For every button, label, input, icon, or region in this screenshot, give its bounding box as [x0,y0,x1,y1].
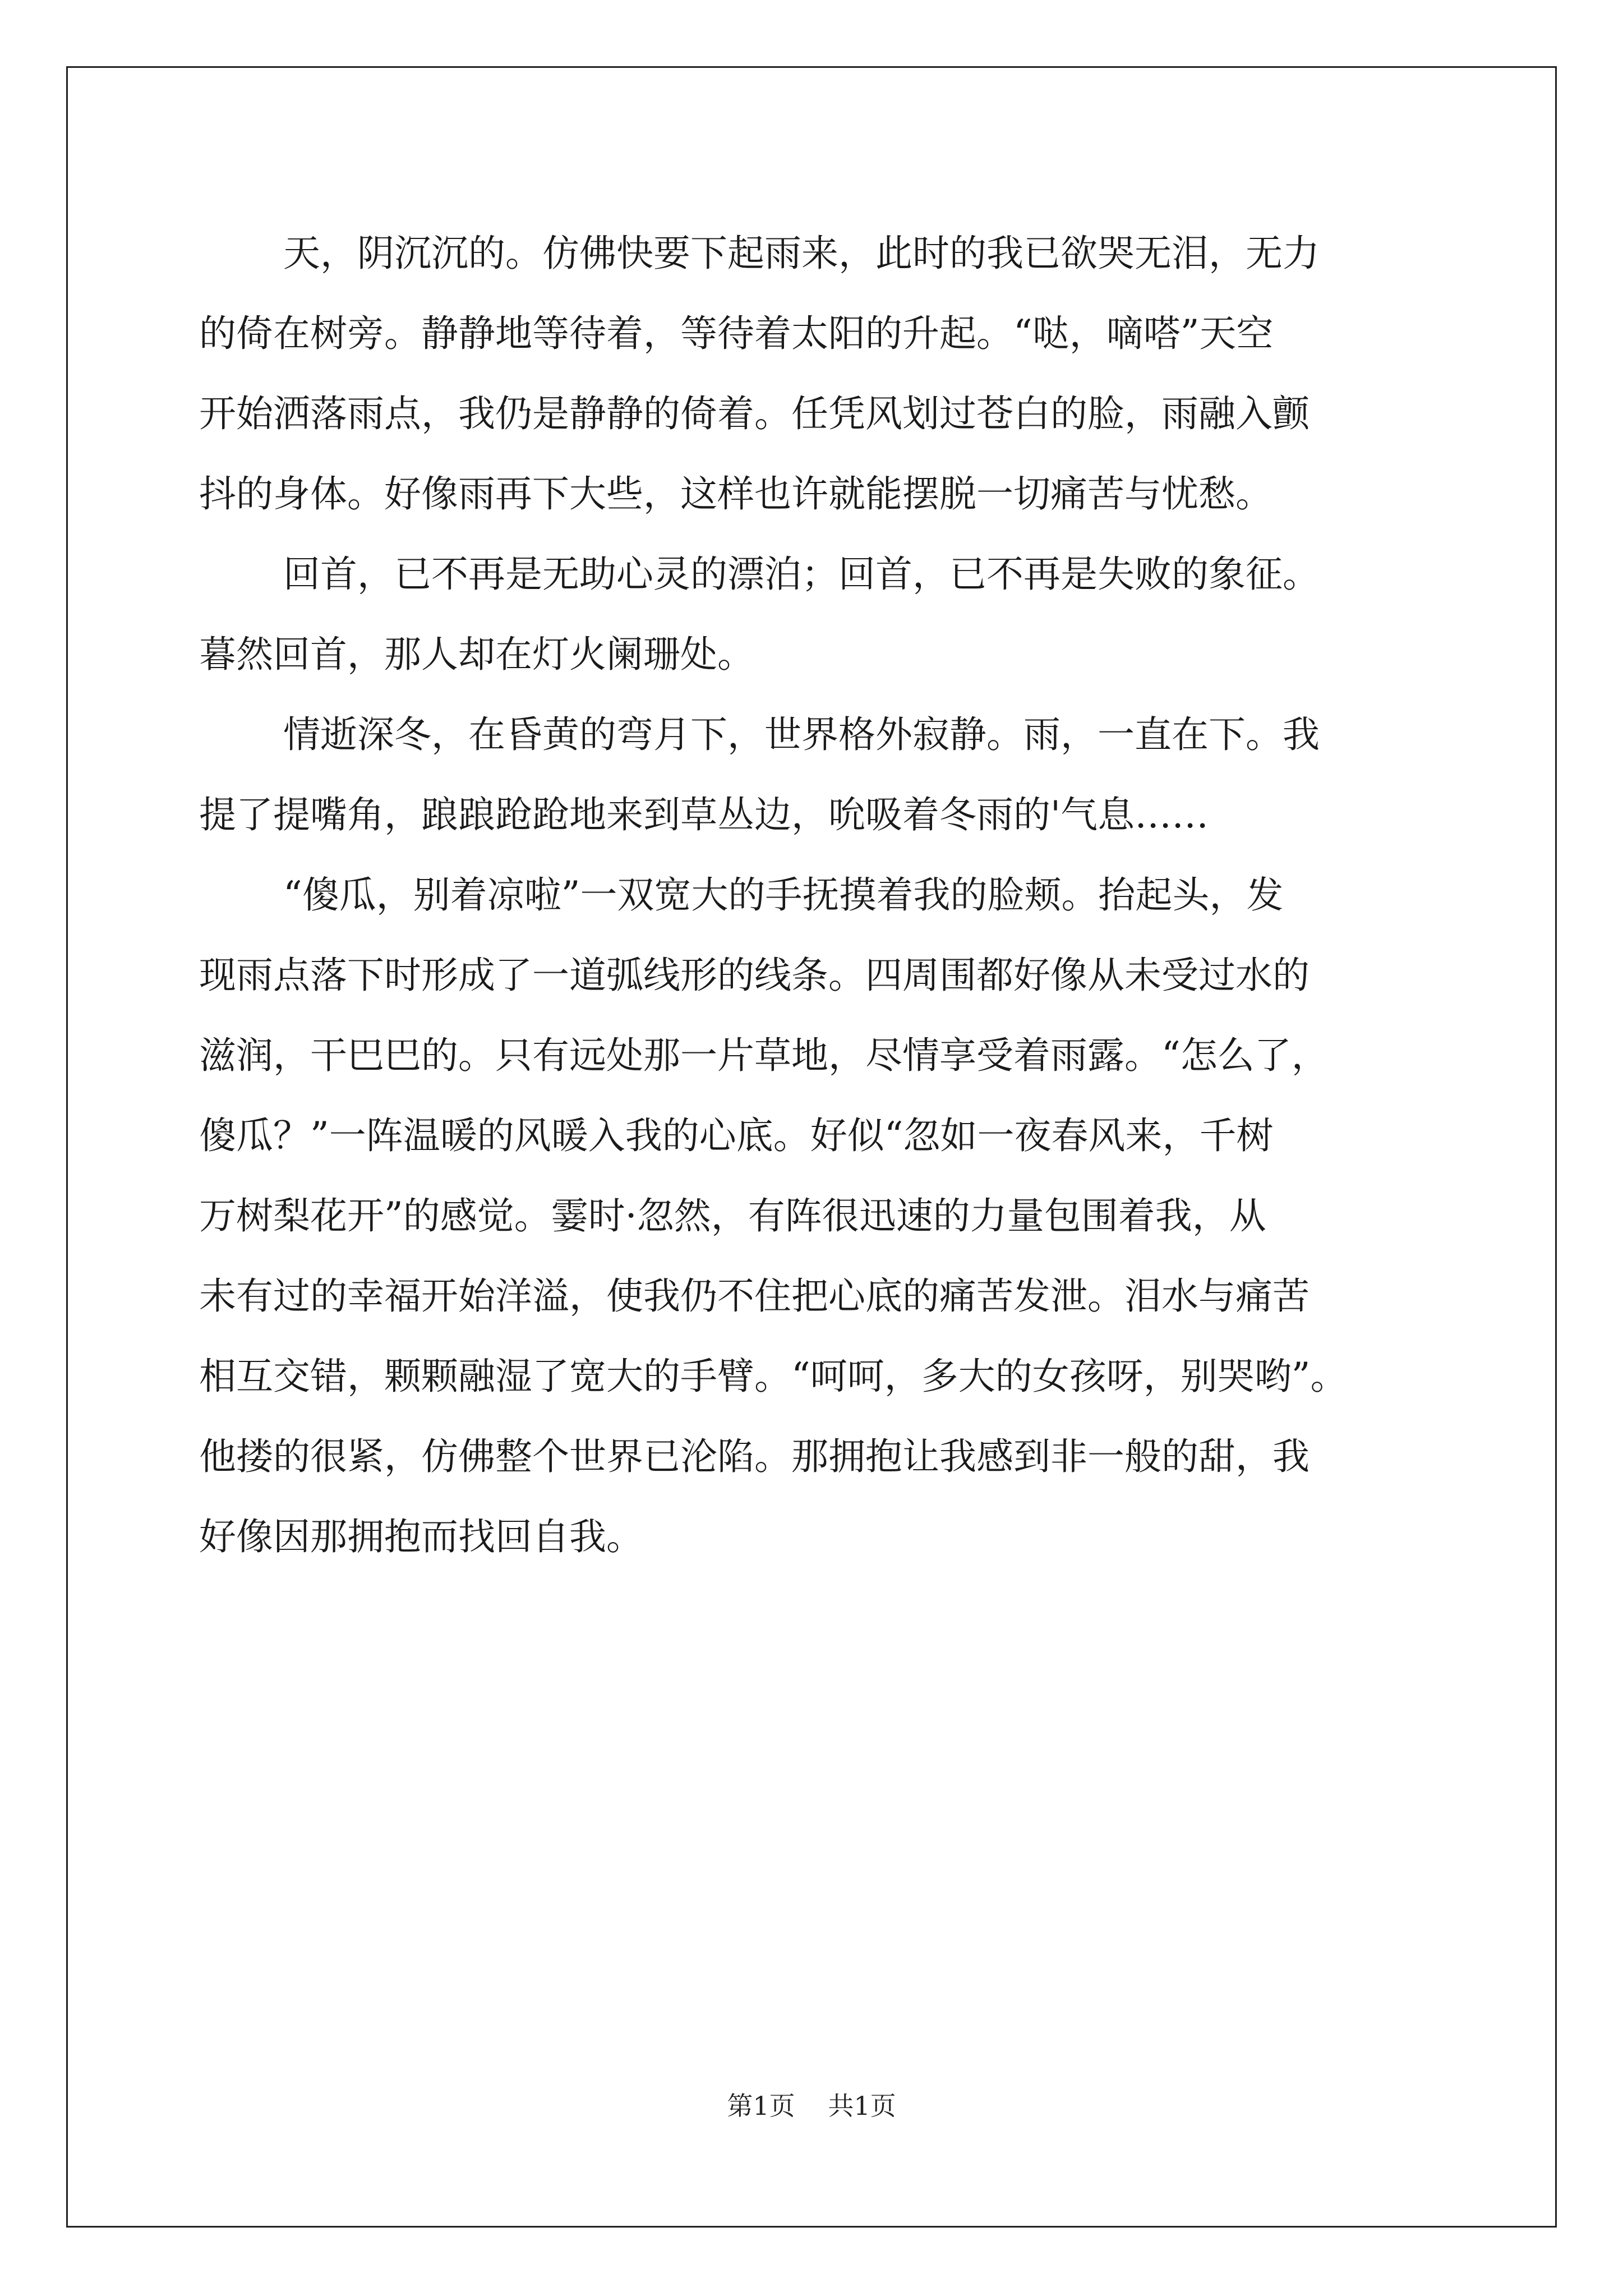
paragraph-line: “傻瓜，别着凉啦”一双宽大的手抚摸着我的脸颊。抬起头，发 [283,873,1284,917]
document-body [199,213,1427,1577]
paragraph-line: 他搂的很紧，仿佛整个世界已沦陷。那拥抱让我感到非一般的甜，我 [199,1435,1310,1478]
paragraph-line: 情逝深冬，在昏黄的弯月下，世界格外寂静。雨，一直在下。我 [283,713,1320,756]
paragraph-line: 傻瓜？”一阵温暖的风暖入我的心底。好似“忽如一夜春风来，千树 [199,1114,1274,1157]
paragraph-line: 暮然回首，那人却在灯火阑珊处。 [199,633,754,676]
paragraph-line: 的倚在树旁。静静地等待着，等待着太阳的升起。“哒，嘀嗒”天空 [199,312,1274,355]
paragraph-line: 天，阴沉沉的。仿佛快要下起雨来，此时的我已欲哭无泪，无力 [283,232,1320,275]
page-number-current: 第1页 [727,2091,795,2121]
paragraph-line: 相互交错，颗颗融湿了宽大的手臂。“呵呵，多大的女孩呀，别哭哟”。 [199,1355,1348,1398]
paragraph-line: 万树梨花开”的感觉。霎时·忽然，有阵很迅速的力量包围着我，从 [199,1194,1266,1237]
paragraph-line: 开始洒落雨点，我仍是静静的倚着。任凭风划过苍白的脸，雨融入颤 [199,392,1310,435]
paragraph-line: 回首，已不再是无助心灵的漂泊；回首，已不再是失败的象征。 [283,553,1320,596]
paragraph-line: 抖的身体。好像雨再下大些，这样也许就能摆脱一切痛苦与忧愁。 [199,472,1272,516]
paragraph-line: 提了提嘴角，踉踉跄跄地来到草丛边，吮吸着冬雨的'气息…… [199,793,1209,836]
paragraph-line: 未有过的幸福开始洋溢，使我仍不住把心底的痛苦发泄。泪水与痛苦 [199,1274,1310,1318]
page-footer [0,2086,1623,2123]
paragraph-line: 滋润，干巴巴的。只有远处那一片草地，尽情享受着雨露。“怎么了， [199,1034,1329,1077]
page-number-total: 共1页 [828,2091,896,2121]
paragraph-line: 现雨点落下时形成了一道弧线形的线条。四周围都好像从未受过水的 [199,954,1310,997]
paragraph-line: 好像因那拥抱而找回自我。 [199,1515,643,1558]
